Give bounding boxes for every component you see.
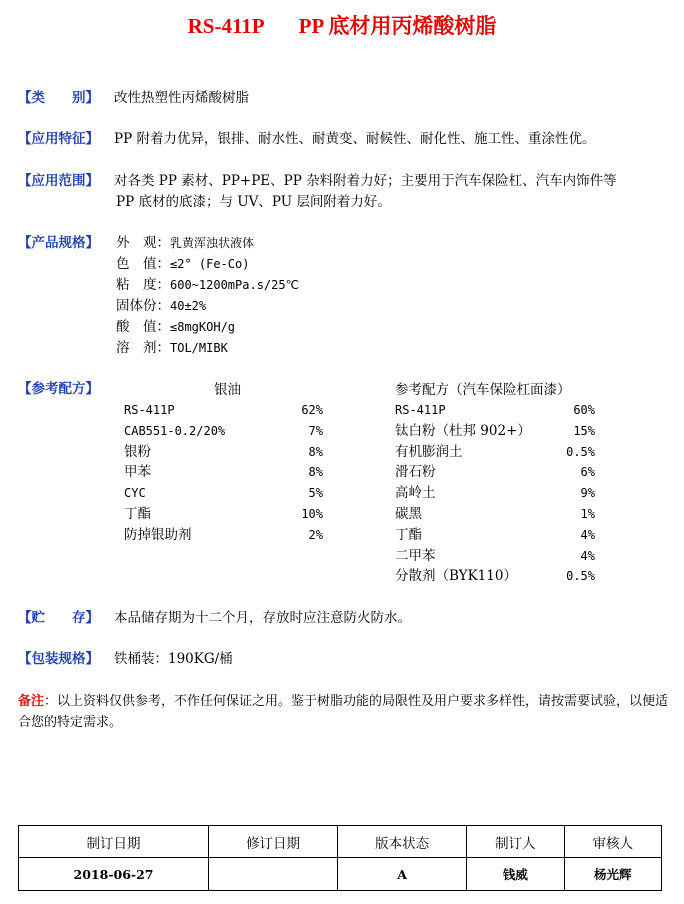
formula-item: [395, 525, 595, 546]
formula-item: [124, 525, 323, 546]
storage-label: 【贮 存】: [18, 610, 99, 626]
reviewer-cell: 杨光辉: [564, 858, 661, 891]
note-section: [18, 691, 678, 733]
ingredient-name: CAB551-0.2/20%: [124, 423, 226, 438]
formula-item: [124, 442, 323, 463]
header-cell: 制订人: [467, 826, 564, 858]
ingredient-percent: 1%: [580, 506, 595, 521]
formula-item: [395, 546, 595, 567]
ingredient-name: 有机膨润土: [395, 443, 463, 460]
category-value: 改性热塑性丙烯酸树脂: [114, 90, 249, 106]
ingredient-name: RS-411P: [395, 403, 446, 417]
ingredient-percent: 9%: [580, 486, 595, 501]
spec-item: 溶 剂：TOL/MIBK: [116, 340, 228, 356]
formula-item: [124, 421, 323, 442]
ingredient-percent: 15%: [573, 423, 595, 438]
packaging-label: 【包装规格】: [18, 651, 99, 667]
features-label: 【应用特征】: [18, 131, 99, 147]
ingredient-name: 丁酯: [124, 505, 151, 522]
scope-line-2: PP 底材的底漆；与 UV、PU 层间附着力好。: [116, 194, 391, 210]
ingredient-percent: 4%: [580, 548, 595, 563]
ingredient-percent: 60%: [573, 403, 595, 417]
ingredient-name: 分散剂（BYK110）: [395, 568, 517, 585]
author-cell: 钱威: [467, 858, 564, 891]
ingredient-percent: 8%: [308, 444, 323, 459]
spec-item: 酸 值：≤8mgKOH/g: [116, 319, 236, 335]
ingredient-name: 滑石粉: [395, 464, 436, 481]
version-cell: A: [338, 858, 467, 891]
category-label: 【类 别】: [18, 90, 99, 106]
ingredient-name: 防掉银助剂: [124, 526, 192, 543]
formula-item: [395, 400, 595, 421]
header-cell: 版本状态: [338, 826, 467, 858]
storage-section: [18, 608, 411, 629]
ingredient-name: 二甲苯: [395, 547, 436, 564]
ingredient-name: 高岭土: [395, 485, 436, 502]
ingredient-percent: 6%: [580, 465, 595, 480]
ingredient-percent: 62%: [301, 403, 323, 417]
silver-formula-title: 银油: [214, 382, 241, 398]
date-cell: 2018-06-27: [19, 858, 209, 891]
table-header-row: [19, 826, 662, 858]
storage-value: 本品储存期为十二个月，存放时应注意防火防水。: [114, 610, 411, 626]
specs-list: [116, 233, 299, 359]
packaging-section: [18, 649, 233, 670]
formula-item: [395, 462, 595, 483]
formula-item: [124, 504, 323, 525]
features-section: [18, 129, 595, 150]
formula-item: [395, 421, 595, 442]
ingredient-name: 甲苯: [124, 464, 151, 481]
note-label: 备注: [18, 694, 45, 709]
ingredient-percent: 5%: [308, 486, 323, 501]
specs-label: 【产品规格】: [18, 235, 99, 251]
silver-formula: [124, 380, 323, 546]
formula-item: [124, 483, 323, 504]
ingredient-name: 丁酯: [395, 526, 422, 543]
formula-item: [395, 566, 595, 587]
product-code: RS-411P: [187, 14, 265, 38]
ingredient-name: CYC: [124, 486, 146, 501]
ingredient-percent: 10%: [301, 506, 323, 521]
category-section: [18, 88, 249, 109]
formula-item: [395, 442, 595, 463]
header-cell: 修订日期: [209, 826, 338, 858]
ingredient-name: RS-411P: [124, 403, 175, 417]
bumper-formula-title: 参考配方（汽车保险杠面漆）: [395, 382, 571, 398]
scope-section: [18, 171, 617, 192]
features-value: PP 附着力优异，银排、耐水性、耐黄变、耐候性、耐化性、施工性、重涂性优。: [114, 131, 596, 147]
note-text: ：以上资料仅供参考，不作任何保证之用。鉴于树脂功能的局限性及用户要求多样性，请按需要试验，以便适合您的特定需求。: [18, 694, 669, 730]
table-row: [19, 858, 662, 891]
revision-date-cell: [209, 858, 338, 891]
header-cell: 审核人: [564, 826, 661, 858]
ingredient-name: 碳黑: [395, 505, 422, 522]
ingredient-percent: 7%: [308, 423, 323, 438]
packaging-value: 铁桶装：190KG/桶: [114, 651, 233, 667]
spec-item: 外 观：乳黄浑浊状液体: [116, 235, 255, 251]
spec-item: 固体份：40±2%: [116, 298, 207, 314]
scope-line-1: 对各类 PP 素材、PP+PE、PP 杂料附着力好；主要用于汽车保险杠、汽车内饰件等: [114, 173, 617, 189]
formula-item: [395, 483, 595, 504]
ingredient-percent: 4%: [580, 527, 595, 542]
document-title: [0, 10, 684, 40]
ingredient-percent: 2%: [308, 527, 323, 542]
formulas-label: 【参考配方】: [18, 381, 99, 397]
formula-item: [124, 462, 323, 483]
formula-item: [395, 504, 595, 525]
ingredient-name: 钛白粉（杜邦 902+）: [395, 422, 531, 439]
scope-label: 【应用范围】: [18, 173, 99, 189]
ingredient-percent: 0.5%: [566, 569, 595, 584]
spec-item: 色 值：≤2° (Fe-Co): [116, 256, 250, 272]
ingredient-name: 银粉: [124, 443, 151, 460]
product-name: PP 底材用丙烯酸树脂: [298, 14, 497, 38]
ingredient-percent: 8%: [308, 465, 323, 480]
spec-item: 粘 度：600~1200mPa.s/25℃: [116, 277, 300, 293]
header-cell: 制订日期: [19, 826, 209, 858]
bumper-formula: [395, 380, 595, 587]
revision-record-table: [18, 825, 662, 891]
formula-item: [124, 400, 323, 421]
ingredient-percent: 0.5%: [566, 444, 595, 459]
